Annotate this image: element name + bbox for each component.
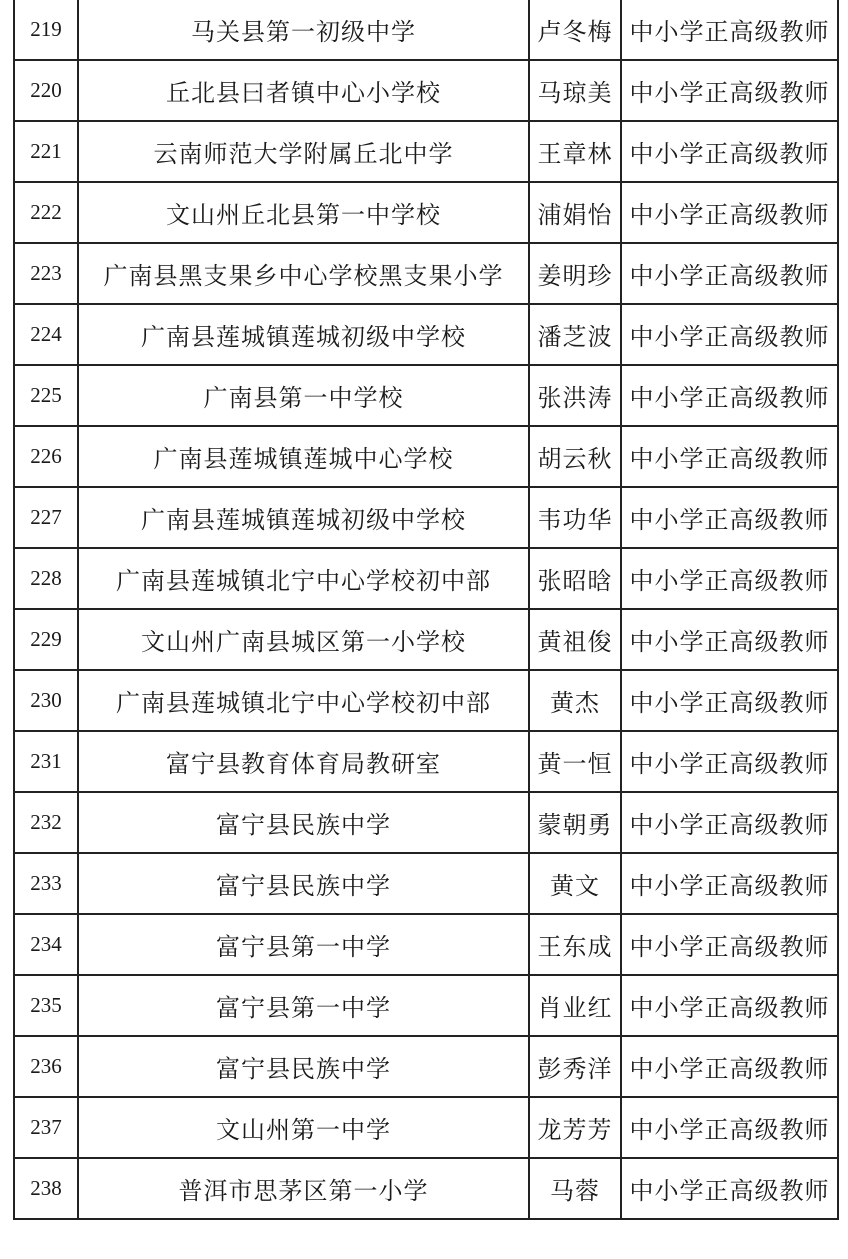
table-row <box>14 548 838 609</box>
teacher-name-cell: 黄杰 <box>529 670 621 731</box>
professional-title-cell: 中小学正高级教师 <box>621 670 838 731</box>
professional-title-cell: 中小学正高级教师 <box>621 853 838 914</box>
professional-title-cell: 中小学正高级教师 <box>621 914 838 975</box>
professional-title-cell: 中小学正高级教师 <box>621 60 838 121</box>
school-cell: 富宁县第一中学 <box>78 914 529 975</box>
roster-body <box>14 0 838 1219</box>
serial-number-cell: 228 <box>14 548 78 609</box>
professional-title-cell: 中小学正高级教师 <box>621 121 838 182</box>
school-cell: 马关县第一初级中学 <box>78 0 529 60</box>
school-cell: 丘北县曰者镇中心小学校 <box>78 60 529 121</box>
teacher-name-cell: 黄文 <box>529 853 621 914</box>
school-cell: 广南县莲城镇莲城中心学校 <box>78 426 529 487</box>
teacher-name-cell: 潘芝波 <box>529 304 621 365</box>
table-row <box>14 914 838 975</box>
table-row <box>14 1158 838 1219</box>
school-cell: 文山州第一中学 <box>78 1097 529 1158</box>
school-cell: 普洱市思茅区第一小学 <box>78 1158 529 1219</box>
serial-number-cell: 219 <box>14 0 78 60</box>
teacher-name-cell: 浦娟怡 <box>529 182 621 243</box>
serial-number-cell: 232 <box>14 792 78 853</box>
school-cell: 广南县黑支果乡中心学校黑支果小学 <box>78 243 529 304</box>
serial-number-cell: 236 <box>14 1036 78 1097</box>
serial-number-cell: 230 <box>14 670 78 731</box>
serial-number-cell: 229 <box>14 609 78 670</box>
teacher-name-cell: 马蓉 <box>529 1158 621 1219</box>
school-cell: 文山州广南县城区第一小学校 <box>78 609 529 670</box>
teacher-name-cell: 马琼美 <box>529 60 621 121</box>
professional-title-cell: 中小学正高级教师 <box>621 365 838 426</box>
table-row <box>14 853 838 914</box>
teacher-name-cell: 黄祖俊 <box>529 609 621 670</box>
school-cell: 富宁县第一中学 <box>78 975 529 1036</box>
school-cell: 广南县莲城镇北宁中心学校初中部 <box>78 670 529 731</box>
school-cell: 富宁县民族中学 <box>78 792 529 853</box>
school-cell: 广南县莲城镇莲城初级中学校 <box>78 304 529 365</box>
table-row <box>14 487 838 548</box>
table-row <box>14 0 838 60</box>
school-cell: 富宁县民族中学 <box>78 1036 529 1097</box>
table-row <box>14 670 838 731</box>
table-row <box>14 365 838 426</box>
serial-number-cell: 226 <box>14 426 78 487</box>
teacher-name-cell: 龙芳芳 <box>529 1097 621 1158</box>
professional-title-cell: 中小学正高级教师 <box>621 487 838 548</box>
professional-title-cell: 中小学正高级教师 <box>621 609 838 670</box>
school-cell: 广南县莲城镇莲城初级中学校 <box>78 487 529 548</box>
serial-number-cell: 234 <box>14 914 78 975</box>
teacher-name-cell: 王东成 <box>529 914 621 975</box>
table-row <box>14 609 838 670</box>
professional-title-cell: 中小学正高级教师 <box>621 731 838 792</box>
teacher-roster-table <box>13 0 839 1220</box>
serial-number-cell: 223 <box>14 243 78 304</box>
professional-title-cell: 中小学正高级教师 <box>621 1036 838 1097</box>
professional-title-cell: 中小学正高级教师 <box>621 304 838 365</box>
school-cell: 广南县第一中学校 <box>78 365 529 426</box>
serial-number-cell: 231 <box>14 731 78 792</box>
table-row <box>14 1036 838 1097</box>
school-cell: 云南师范大学附属丘北中学 <box>78 121 529 182</box>
table-row <box>14 243 838 304</box>
teacher-name-cell: 张洪涛 <box>529 365 621 426</box>
professional-title-cell: 中小学正高级教师 <box>621 792 838 853</box>
professional-title-cell: 中小学正高级教师 <box>621 243 838 304</box>
table-row <box>14 121 838 182</box>
school-cell: 广南县莲城镇北宁中心学校初中部 <box>78 548 529 609</box>
serial-number-cell: 225 <box>14 365 78 426</box>
professional-title-cell: 中小学正高级教师 <box>621 182 838 243</box>
teacher-name-cell: 姜明珍 <box>529 243 621 304</box>
table-row <box>14 731 838 792</box>
professional-title-cell: 中小学正高级教师 <box>621 1097 838 1158</box>
professional-title-cell: 中小学正高级教师 <box>621 426 838 487</box>
school-cell: 文山州丘北县第一中学校 <box>78 182 529 243</box>
serial-number-cell: 221 <box>14 121 78 182</box>
table-row <box>14 1097 838 1158</box>
table-row <box>14 426 838 487</box>
table-row <box>14 792 838 853</box>
serial-number-cell: 227 <box>14 487 78 548</box>
table-row <box>14 182 838 243</box>
serial-number-cell: 235 <box>14 975 78 1036</box>
professional-title-cell: 中小学正高级教师 <box>621 975 838 1036</box>
serial-number-cell: 224 <box>14 304 78 365</box>
professional-title-cell: 中小学正高级教师 <box>621 1158 838 1219</box>
serial-number-cell: 222 <box>14 182 78 243</box>
teacher-name-cell: 肖业红 <box>529 975 621 1036</box>
table-row <box>14 60 838 121</box>
teacher-name-cell: 卢冬梅 <box>529 0 621 60</box>
professional-title-cell: 中小学正高级教师 <box>621 0 838 60</box>
serial-number-cell: 237 <box>14 1097 78 1158</box>
teacher-name-cell: 张昭晗 <box>529 548 621 609</box>
serial-number-cell: 238 <box>14 1158 78 1219</box>
table-row <box>14 304 838 365</box>
serial-number-cell: 233 <box>14 853 78 914</box>
teacher-name-cell: 胡云秋 <box>529 426 621 487</box>
teacher-name-cell: 韦功华 <box>529 487 621 548</box>
teacher-name-cell: 蒙朝勇 <box>529 792 621 853</box>
serial-number-cell: 220 <box>14 60 78 121</box>
teacher-name-cell: 王章林 <box>529 121 621 182</box>
table-row <box>14 975 838 1036</box>
school-cell: 富宁县教育体育局教研室 <box>78 731 529 792</box>
teacher-name-cell: 黄一恒 <box>529 731 621 792</box>
school-cell: 富宁县民族中学 <box>78 853 529 914</box>
teacher-name-cell: 彭秀洋 <box>529 1036 621 1097</box>
professional-title-cell: 中小学正高级教师 <box>621 548 838 609</box>
